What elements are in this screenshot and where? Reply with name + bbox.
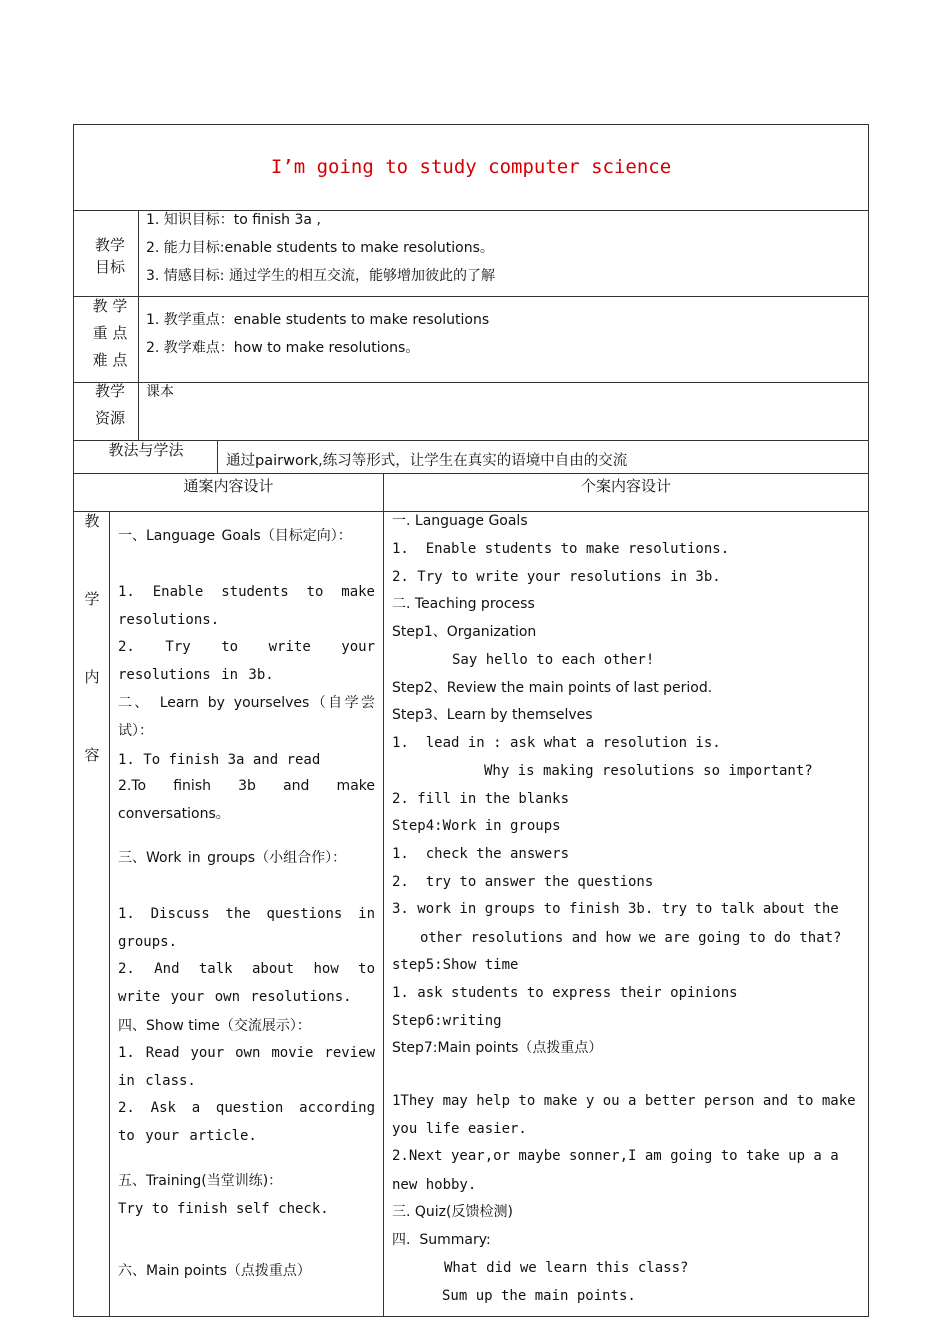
right-item: you life easier. bbox=[392, 1121, 527, 1137]
side-label-char: 教 bbox=[84, 512, 100, 530]
right-item: other resolutions and how we are going to do that? bbox=[420, 930, 842, 946]
right-item: 二. Teaching process bbox=[392, 596, 535, 612]
right-item: 三. Quiz(反馈检测) bbox=[392, 1204, 513, 1220]
col-divider bbox=[109, 511, 110, 1317]
right-item: 2. fill in the blanks bbox=[392, 791, 570, 807]
row-divider bbox=[73, 382, 869, 383]
left-item: 三、Work in groups（小组合作）： bbox=[118, 850, 347, 866]
key-points-label bbox=[80, 293, 140, 374]
left-item: 1. To finish 3a and read bbox=[118, 752, 321, 768]
right-item: 1. Enable students to make resolutions. bbox=[392, 541, 730, 557]
left-item: 2.To finish 3b and make conversations。 bbox=[118, 778, 375, 822]
key-point-item: 2. 教学难点：how to make resolutions。 bbox=[146, 340, 420, 356]
right-item: 1. check the answers bbox=[392, 846, 570, 862]
right-item: 2. Try to write your resolutions in 3b. bbox=[392, 569, 721, 585]
objective-item: 1. 知识目标：to finish 3a , bbox=[146, 212, 321, 228]
right-item: step5:Show time bbox=[392, 957, 519, 973]
left-item: 四、Show time（交流展示）： bbox=[118, 1018, 311, 1034]
right-item: 1. ask students to express their opinions bbox=[392, 985, 738, 1001]
right-item: Step4:Work in groups bbox=[392, 818, 561, 834]
left-item: 六、Main points（点拨重点） bbox=[118, 1263, 311, 1279]
resources-value: 课本 bbox=[146, 384, 174, 400]
right-column-header: 个案内容设计 bbox=[580, 477, 671, 495]
content-side-label bbox=[76, 508, 108, 820]
left-item: 2. Try to write your resolutions in 3b. bbox=[118, 639, 375, 683]
methods-label: 教法与学法 bbox=[108, 441, 184, 459]
methods-value: 通过pairwork,练习等形式，让学生在真实的语境中自由的交流 bbox=[226, 453, 628, 469]
right-item: 四. Summary: bbox=[392, 1232, 491, 1248]
right-item: Step7:Main points（点拨重点） bbox=[392, 1040, 603, 1056]
resources-label bbox=[80, 378, 140, 432]
side-label-char: 学 bbox=[84, 590, 100, 608]
col-divider bbox=[217, 440, 218, 473]
objective-item: 2. 能力目标:enable students to make resolutions。 bbox=[146, 240, 494, 256]
left-item: 2. And talk about how to write your own resolutions. bbox=[118, 961, 375, 1005]
objectives-label-text: 教学目标 bbox=[94, 236, 125, 276]
resources-label-line: 教学 bbox=[94, 382, 125, 400]
right-item: Step1、Organization bbox=[392, 624, 537, 640]
right-item: 2.Next year,or maybe sonner,I am going to take up a a bbox=[392, 1148, 839, 1164]
objectives-label bbox=[84, 234, 136, 278]
key-point-item: 1. 教学重点：enable students to make resolutions bbox=[146, 312, 490, 328]
left-item: 二、 Learn by yourselves（自学尝试）： bbox=[118, 695, 375, 739]
col-divider bbox=[383, 473, 384, 1317]
left-item: Try to finish self check. bbox=[118, 1201, 329, 1217]
right-item: 1. lead in : ask what a resolution is. bbox=[392, 735, 721, 751]
left-item: 1. Read your own movie review in class. bbox=[118, 1045, 375, 1089]
right-item: Step2、Review the main points of last period. bbox=[392, 680, 713, 696]
right-item: new hobby. bbox=[392, 1177, 477, 1193]
objective-item: 3. 情感目标: 通过学生的相互交流，能够增加彼此的了解 bbox=[146, 268, 495, 284]
left-item: 一、Language Goals（目标定向）： bbox=[118, 528, 352, 544]
row-divider bbox=[73, 296, 869, 297]
right-item: Sum up the main points. bbox=[442, 1288, 636, 1304]
page-title: I’m going to study computer science bbox=[270, 156, 672, 178]
resources-label-line: 资源 bbox=[94, 409, 125, 427]
left-item: 1. Enable students to make resolutions. bbox=[118, 584, 375, 628]
right-item: Why is making resolutions so important? bbox=[484, 763, 813, 779]
key-points-label-line: 重 点 bbox=[92, 324, 128, 342]
left-item: 1. Discuss the questions in groups. bbox=[118, 906, 375, 950]
key-points-label-line: 教 学 bbox=[92, 297, 128, 315]
side-label-char: 容 bbox=[84, 746, 100, 764]
right-item: Step3、Learn by themselves bbox=[392, 707, 593, 723]
side-label-char: 内 bbox=[84, 668, 100, 686]
left-item: 2. Ask a question according to your article. bbox=[118, 1100, 375, 1144]
left-column-header: 通案内容设计 bbox=[183, 477, 274, 495]
right-item: 一. Language Goals bbox=[392, 513, 528, 529]
key-points-label-line: 难 点 bbox=[92, 351, 128, 369]
right-item: What did we learn this class? bbox=[444, 1260, 689, 1276]
left-item: 五、Training(当堂训练)： bbox=[118, 1173, 283, 1189]
right-item: Step6:writing bbox=[392, 1013, 502, 1029]
right-item: 3. work in groups to finish 3b. try to talk about the bbox=[392, 901, 839, 917]
right-item: 1They may help to make y ou a better person and to make bbox=[392, 1093, 856, 1109]
right-item: 2. try to answer the questions bbox=[392, 874, 654, 890]
right-item: Say hello to each other! bbox=[452, 652, 655, 668]
